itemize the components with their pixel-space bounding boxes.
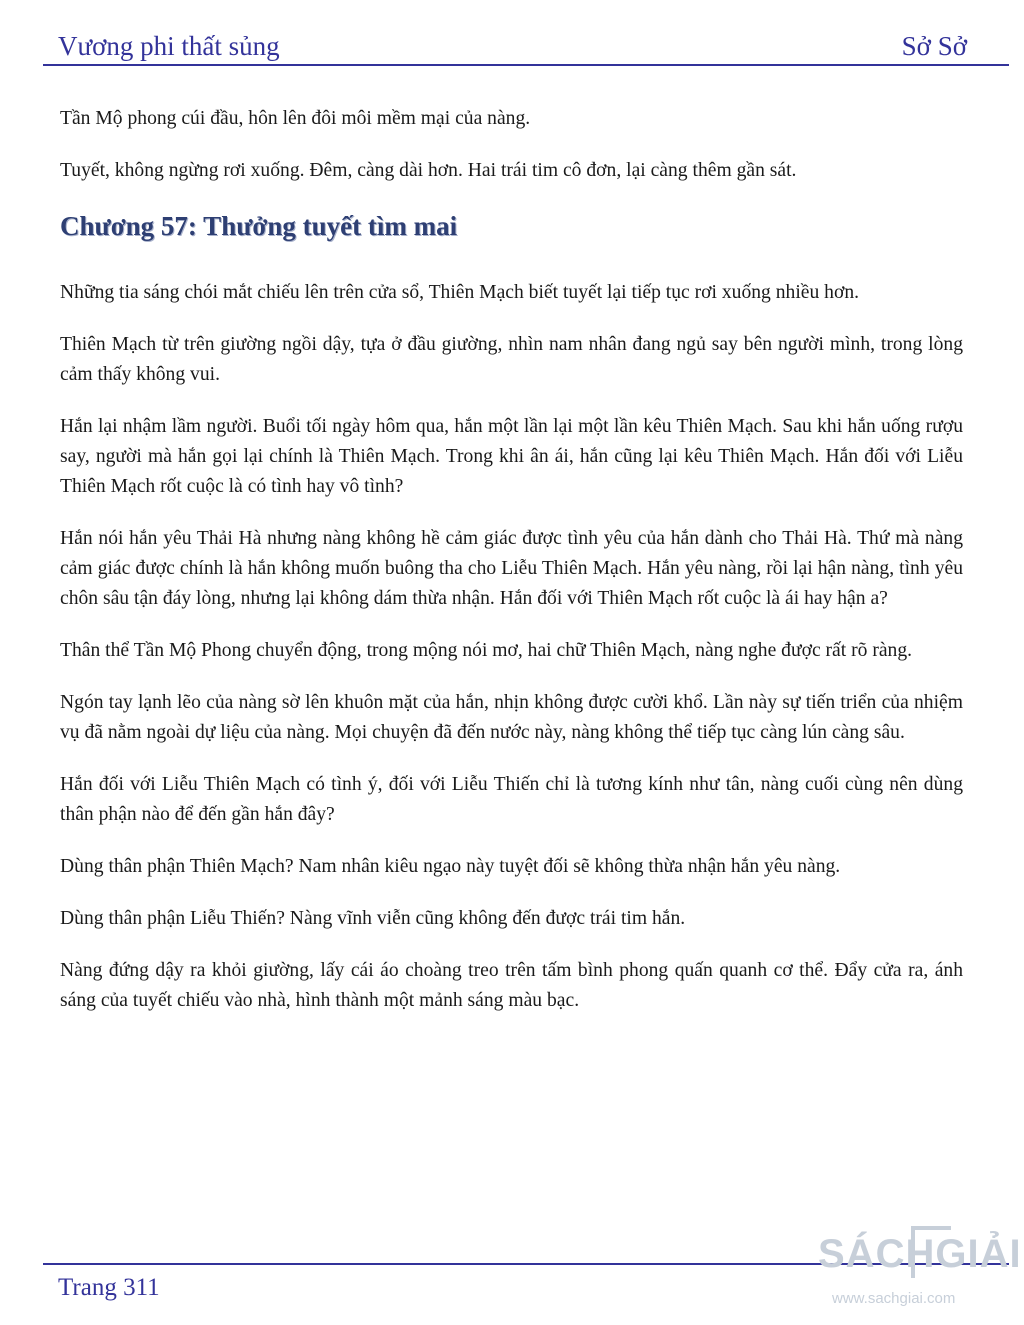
page-header [58, 24, 1009, 62]
body-paragraph: Dùng thân phận Thiên Mạch? Nam nhân kiêu ngạo này tuyệt đối sẽ không thừa nhận hắn yêu nàng. [60, 856, 841, 877]
chapter-title: Chương 57: Thưởng tuyết tìm mai [60, 211, 458, 241]
watermark-url: www.sachgiai.com [832, 1290, 956, 1307]
header-divider [43, 64, 1009, 66]
body-paragraph: Hắn nói hắn yêu Thải Hà nhưng nàng không hề cảm giác được tình yêu của hắn dành cho Thải Hà. Thứ mà nàng cảm giác được chính là hắn không muốn buông tha cho Liễu Thiên Mạch. Hắn yêu nàng, rồi lại hận nàng, tình yêu chôn sâu tận đáy lòng, nhưng lại không dám thừa nhận. Hắn đối với Thiên Mạch rốt cuộc là ái hay hận a? [60, 528, 963, 609]
watermark-brand: SÁCHGIẢI [818, 1232, 1022, 1276]
body-paragraph: Hắn lại nhậm lầm người. Buổi tối ngày hôm qua, hắn một lần lại một lần kêu Thiên Mạch. Sau khi hắn uống rượu say, người mà hắn gọi lại chính là Thiên Mạch. Trong khi ân ái, hắn cũng lại kêu Thiên Mạch. Hắn đối với Liễu Thiên Mạch rốt cuộc là có tình hay vô tình? [60, 416, 963, 497]
intro-paragraph: Tuyết, không ngừng rơi xuống. Đêm, càng dài hơn. Hai trái tim cô đơn, lại càng thêm gần sát. [60, 160, 797, 181]
page-content [60, 104, 963, 1038]
body-paragraph: Nàng đứng dậy ra khỏi giường, lấy cái áo choàng treo trên tấm bình phong quấn quanh cơ thể. Đẩy cửa ra, ánh sáng của tuyết chiếu vào nhà, hình thành một mảnh sáng màu bạc. [60, 960, 963, 1011]
body-paragraph: Những tia sáng chói mắt chiếu lên trên cửa sổ, Thiên Mạch biết tuyết lại tiếp tục rơi xuống nhiều hơn. [60, 282, 860, 303]
watermark-logo [818, 1224, 1024, 1314]
body-paragraph: Thiên Mạch từ trên giường ngồi dậy, tựa ở đầu giường, nhìn nam nhân đang ngủ say bên người mình, trong lòng cảm thấy không vui. [60, 334, 963, 385]
body-paragraph: Hắn đối với Liễu Thiên Mạch có tình ý, đối với Liễu Thiến chỉ là tương kính như tân, nàng cuối cùng nên dùng thân phận nào để đến gần hắn đây? [60, 774, 963, 825]
book-author: Sở Sở [901, 31, 967, 61]
intro-paragraph: Tần Mộ phong cúi đầu, hôn lên đôi môi mềm mại của nàng. [60, 108, 531, 129]
body-paragraph: Dùng thân phận Liễu Thiến? Nàng vĩnh viễn cũng không đến được trái tim hắn. [60, 908, 686, 929]
book-title: Vương phi thất sủng [58, 31, 280, 61]
page-number: Trang 311 [58, 1274, 160, 1301]
body-paragraph: Thân thể Tần Mộ Phong chuyển động, trong mộng nói mơ, hai chữ Thiên Mạch, nàng nghe được rất rõ ràng. [60, 640, 913, 661]
body-paragraph: Ngón tay lạnh lẽo của nàng sờ lên khuôn mặt của hắn, nhịn không được cười khổ. Lần này sự tiến triển của nhiệm vụ đã nằm ngoài dự liệu của nàng. Mọi chuyện đã đến nước này, nàng không thể tiếp tục càng lún càng sâu. [60, 692, 963, 743]
